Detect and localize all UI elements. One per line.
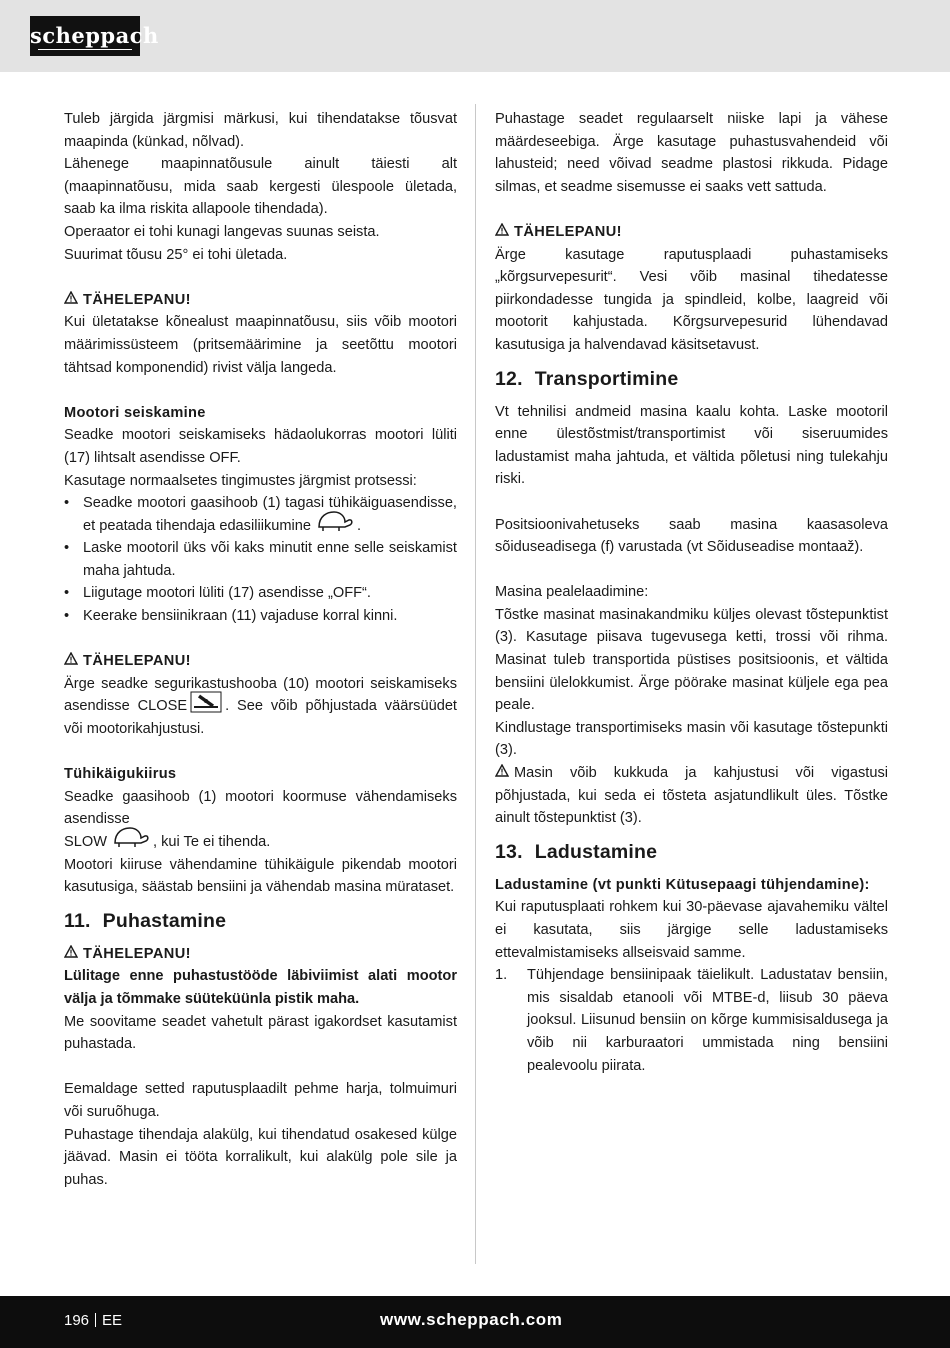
warning-heading: TÄHELEPANU! bbox=[64, 943, 457, 966]
cleaning-text: Puhastage seadet regulaarselt niiske lapi ja vähese määrdeseebiga. Ärge kasutage puhastusvahendeid või lahusteid; need võivad seadme plastosi rikkuda. Pidage silmas, et seadme sisemusse ei saaks vett sattuda. bbox=[495, 111, 888, 195]
warning-text: Ärge seadke segurikastushooba (10) mootori seiskamiseks asendisse CLOSE . See võib põhjustada väärsüüdet või mootorikahjustusi. bbox=[64, 675, 457, 738]
website-url: www.scheppach.com bbox=[380, 1310, 563, 1329]
right-column bbox=[495, 108, 888, 1077]
subheading-engine-stop: Mootori seiskamine bbox=[64, 404, 206, 421]
warning-heading: TÄHELEPANU! bbox=[495, 221, 888, 244]
list-item: • Liigutage mootori lüliti (17) asendisse „OFF“. bbox=[64, 582, 457, 605]
list-item: • Laske mootoril üks või kaks minutit enne selle seiskamist maha jahtuda. bbox=[64, 537, 457, 582]
list-item: • Keerake bensiinikraan (11) vajaduse korral kinni. bbox=[64, 605, 457, 628]
intro-line-4: Suurimat tõusu 25° ei tohi ületada. bbox=[64, 246, 288, 263]
idle-text: Mootori kiiruse vähendamine tühikäigule pikendab mootori kasutusiga, säästab bensiini ja vähendab masina mürataset. bbox=[64, 856, 457, 896]
warning-text: Ärge kasutage raputusplaadi puhastamiseks „kõrgsurvepesurit“. Vesi võib masinal tihedatesse piirkondadesse tungida ja spindleid, kolbe, laagreid või mootorit kahjustada. Kõrgsurvepesurid lühendavad kasutusiga ja halvendavad käsitsetavust. bbox=[495, 246, 888, 353]
left-column bbox=[64, 108, 457, 1191]
warning-heading: TÄHELEPANU! bbox=[64, 289, 457, 312]
transport-text: Positsioonivahetuseks saab masina kaasasoleva sõiduseadisega (f) varustada (vt Sõiduseadise montaaž). bbox=[495, 516, 888, 556]
engine-stop-text: Seadke mootori seiskamiseks hädaolukorras mootori lüliti (17) lihtsalt asendisse OFF. bbox=[64, 427, 457, 466]
section-heading-transport: 12. Transportimine bbox=[495, 367, 679, 390]
cleaning-text: Me soovitame seadet vahetult pärast igakordset kasutamist puhastada. bbox=[64, 1013, 457, 1053]
storage-steps bbox=[495, 964, 888, 1077]
idle-text: SLOW , kui Te ei tihenda. bbox=[64, 831, 457, 854]
transport-warning-text: Masin võib kukkuda ja kahjustusi või vigastusi põhjustada, kui seda ei tõsteta asjatundlikult üles. Tõstke ainult tõstepunktist (3). bbox=[495, 762, 888, 830]
cleaning-text: Eemaldage setted raputusplaadilt pehme harja, tolmuimuri või suruõhuga. bbox=[64, 1081, 457, 1120]
intro-line-2: Lähenege maapinnatõusule ainult täiesti alt (maapinnatõusu, mida saab kergesti ülespoole ületada, saab ka ilma riskita allapoole tihendada). bbox=[64, 156, 457, 218]
transport-text: Kindlustage transportimiseks masin või kasutage tõstepunkti (3). bbox=[495, 719, 888, 759]
idle-text: Seadke gaasihoob (1) mootori koormuse vähendamiseks asendisse bbox=[64, 788, 457, 828]
storage-text: Kui raputusplaati rohkem kui 30-päevase ajavahemiku vältel ei kasutata, siis järgige selle ladustamiseks ettevalmistamiseks allseisvaid samme. bbox=[495, 899, 888, 961]
choke-lever-icon bbox=[190, 691, 222, 721]
transport-text: Tõstke masinat masinakandmiku küljes olevast tõstepunktist (3). Kasutage piisava tugevusega ketti, trossi või rihma. Masinat tuleb transportida püstises positsioonis, et vältida bensiini ülelokkumist. Ärge pöörake masinat küljele ega pea peale. bbox=[495, 606, 888, 714]
language-code: EE bbox=[102, 1312, 123, 1329]
page-number: 196 EE bbox=[64, 1312, 123, 1329]
page-footer bbox=[0, 1296, 950, 1348]
section-heading-storage: 13. Ladustamine bbox=[495, 840, 658, 863]
warning-triangle-icon bbox=[495, 221, 509, 244]
engine-stop-list bbox=[64, 492, 457, 628]
section-heading-cleaning: 11. Puhastamine bbox=[64, 909, 227, 932]
warning-heading: TÄHELEPANU! bbox=[64, 650, 457, 673]
subheading-storage: Ladustamine (vt punkti Kütusepaagi tühjendamine): bbox=[495, 876, 870, 893]
warning-bold-text: Lülitage enne puhastustööde läbiviimist alati mootor välja ja tõmmake süüteküünla pistik maha. bbox=[64, 968, 457, 1007]
intro-line-3: Operaator ei tohi kunagi langevas suunas seista. bbox=[64, 223, 380, 240]
page-header bbox=[0, 0, 950, 72]
column-divider bbox=[475, 104, 476, 1264]
list-item: 1. Tühjendage bensiinipaak täielikult. Ladustatav bensiin, mis sisaldab etanooli või MTBE-d, liisub 30 päeva jooksul. Liisunud bensiin on kõrge kummisisaldusega ja võib nii karburaatori ummistada ning bensiini pealevoolu piirata. bbox=[495, 967, 888, 1074]
list-item: • Seadke mootori gaasihoob (1) tagasi tühikäiguasendisse, et peatada tihendaja edasiliikumine . bbox=[64, 492, 457, 537]
warning-triangle-icon bbox=[64, 943, 78, 966]
warning-triangle-icon bbox=[64, 289, 78, 312]
engine-stop-text: Kasutage normaalsetes tingimustes järgmist protsessi: bbox=[64, 472, 417, 489]
brand-logo: scheppach bbox=[30, 16, 140, 56]
cleaning-text: Puhastage tihendaja alakülg, kui tihendatud osakesed külge jäävad. Masin ei tööta korralikult, kui alakülg pole sile ja puhas. bbox=[64, 1126, 457, 1188]
warning-triangle-icon bbox=[495, 762, 509, 785]
turtle-icon bbox=[314, 509, 354, 541]
turtle-icon bbox=[110, 825, 150, 857]
subheading-idle-speed: Tühikäigukiirus bbox=[64, 766, 177, 783]
warning-text: Kui ületatakse kõnealust maapinnatõusu, siis võib mootori määrimissüsteem (pritsemäärimine ja seetõttu mootori tähtsad komponendid) rivist välja langeda. bbox=[64, 314, 457, 376]
transport-text: Masina pealelaadimine: bbox=[495, 584, 649, 601]
warning-triangle-icon bbox=[64, 650, 78, 673]
intro-line-1: Tuleb järgida järgmisi märkusi, kui tihendatakse tõusvat maapinda (künkad, nõlvad). bbox=[64, 111, 457, 150]
transport-text: Vt tehnilisi andmeid masina kaalu kohta. Laske mootoril enne ülestõstmist/transportimist või siseruumides ladustamist maha jahtuda, et vältida põletusi ning tulekahju riski. bbox=[495, 403, 888, 488]
